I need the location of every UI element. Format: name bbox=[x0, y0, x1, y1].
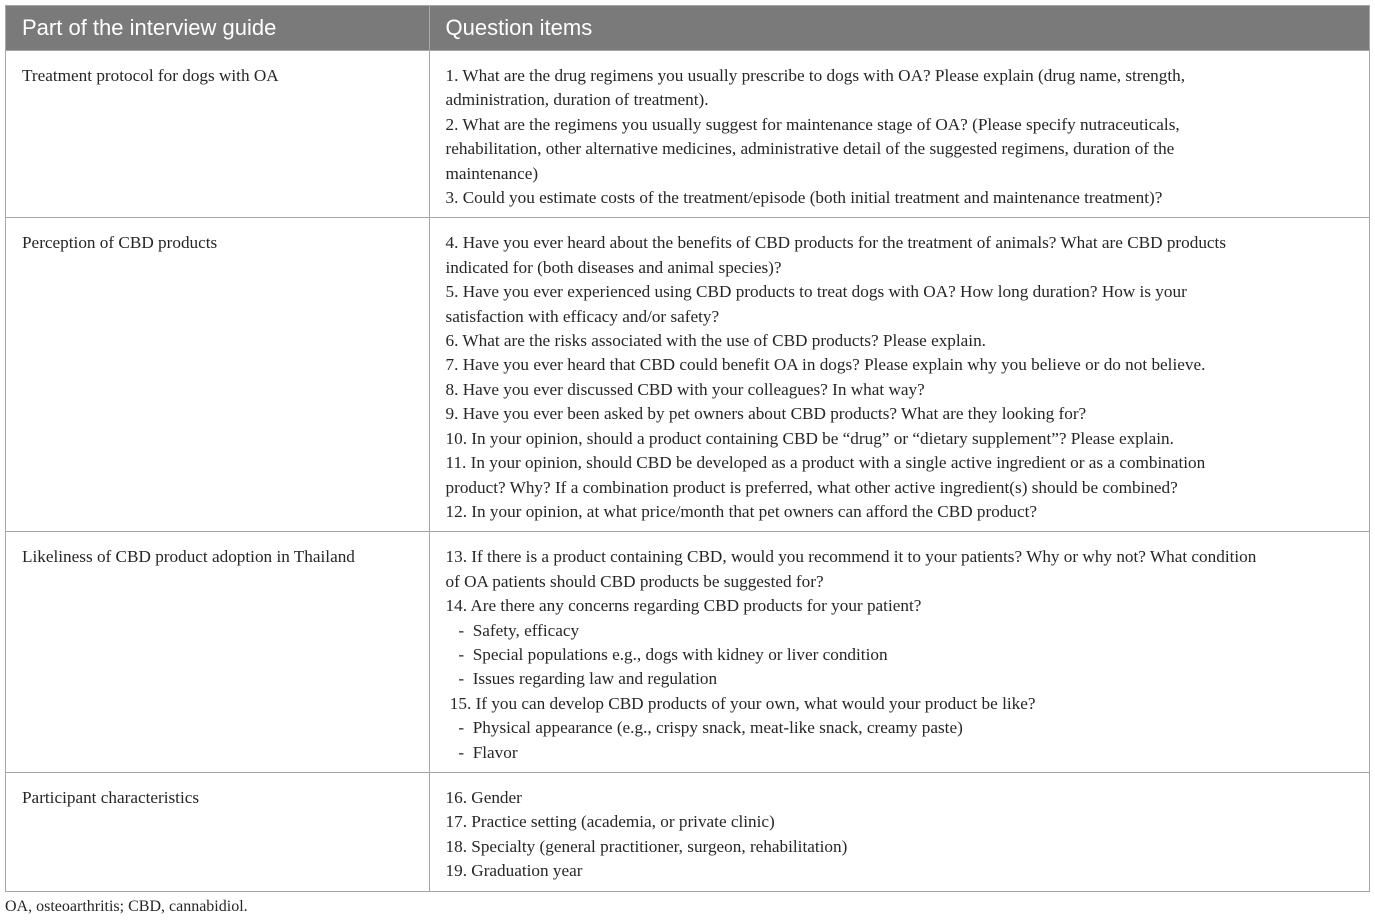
question-line: 9. Have you ever been asked by pet owners about CBD products? What are they looking for? bbox=[445, 404, 1087, 424]
question-line: 15. If you can develop CBD products of your own, what would your product be like? bbox=[445, 693, 1036, 713]
question-line: 11. In your opinion, should CBD be developed as a product with a single active ingredient or as a combination bbox=[445, 453, 1206, 473]
question-line: 12. In your opinion, at what price/month that pet owners can afford the CBD product? bbox=[445, 501, 1038, 521]
question-line: 4. Have you ever heard about the benefits of CBD products for the treatment of animals? What are CBD products bbox=[445, 233, 1227, 253]
question-line: - Flavor bbox=[445, 742, 518, 762]
question-line: 19. Graduation year bbox=[445, 861, 583, 881]
header-row bbox=[6, 6, 1369, 51]
part-cell: Likeliness of CBD product adoption in Thailand bbox=[6, 532, 429, 773]
table-row bbox=[6, 772, 1369, 890]
question-line: 18. Specialty (general practitioner, surgeon, rehabilitation) bbox=[445, 836, 848, 856]
table-header bbox=[6, 6, 1369, 51]
table-row bbox=[6, 532, 1369, 773]
question-items-cell bbox=[429, 218, 1369, 532]
question-line: satisfaction with efficacy and/or safety? bbox=[445, 306, 720, 326]
question-line: 8. Have you ever discussed CBD with your colleagues? In what way? bbox=[445, 379, 925, 399]
question-line: 5. Have you ever experienced using CBD products to treat dogs with OA? How long duration? How is your bbox=[445, 282, 1187, 302]
column-header-part: Part of the interview guide bbox=[6, 6, 429, 51]
part-cell: Participant characteristics bbox=[6, 772, 429, 890]
table-footnote: OA, osteoarthritis; CBD, cannabidiol. bbox=[5, 898, 248, 915]
question-line: indicated for (both diseases and animal species)? bbox=[445, 257, 782, 277]
table-row bbox=[6, 51, 1369, 218]
column-header-question-items: Question items bbox=[429, 6, 1369, 51]
question-line: rehabilitation, other alternative medicines, administrative detail of the suggested regimens, duration of the bbox=[445, 139, 1175, 159]
question-items-cell bbox=[429, 772, 1369, 890]
part-cell: Treatment protocol for dogs with OA bbox=[6, 51, 429, 218]
question-line: - Issues regarding law and regulation bbox=[445, 669, 718, 689]
question-line: - Safety, efficacy bbox=[445, 620, 580, 640]
question-items-cell bbox=[429, 51, 1369, 218]
question-line: product? Why? If a combination product is preferred, what other active ingredient(s) should be combined? bbox=[445, 477, 1178, 497]
question-line: - Physical appearance (e.g., crispy snack, meat-like snack, creamy paste) bbox=[445, 718, 963, 738]
question-line: 2. What are the regimens you usually suggest for maintenance stage of OA? (Please specify nutraceuticals, bbox=[445, 114, 1180, 134]
question-line: maintenance) bbox=[445, 163, 539, 183]
question-line: 6. What are the risks associated with the use of CBD products? Please explain. bbox=[445, 331, 986, 351]
interview-guide-table-container bbox=[5, 5, 1370, 892]
question-line: 10. In your opinion, should a product containing CBD be “drug” or “dietary supplement”? Please explain. bbox=[445, 428, 1174, 448]
question-line: 1. What are the drug regimens you usually prescribe to dogs with OA? Please explain (drug name, strength, bbox=[445, 66, 1186, 85]
question-line: 3. Could you estimate costs of the treatment/episode (both initial treatment and maintenance treatment)? bbox=[445, 188, 1163, 208]
interview-guide-table bbox=[6, 6, 1369, 891]
question-line: administration, duration of treatment). bbox=[445, 90, 709, 110]
table-row bbox=[6, 218, 1369, 532]
question-items-cell bbox=[429, 532, 1369, 773]
question-line: of OA patients should CBD products be suggested for? bbox=[445, 571, 824, 591]
part-cell: Perception of CBD products bbox=[6, 218, 429, 532]
question-line: 16. Gender bbox=[445, 787, 522, 807]
question-line: 7. Have you ever heard that CBD could benefit OA in dogs? Please explain why you believe or do not believe. bbox=[445, 355, 1206, 375]
question-line: - Special populations e.g., dogs with kidney or liver condition bbox=[445, 644, 888, 664]
question-line: 17. Practice setting (academia, or private clinic) bbox=[445, 812, 775, 832]
question-line: 14. Are there any concerns regarding CBD products for your patient? bbox=[445, 596, 922, 616]
table-body bbox=[6, 51, 1369, 891]
question-line: 13. If there is a product containing CBD, would you recommend it to your patients? Why or why not? What condition bbox=[445, 547, 1257, 567]
